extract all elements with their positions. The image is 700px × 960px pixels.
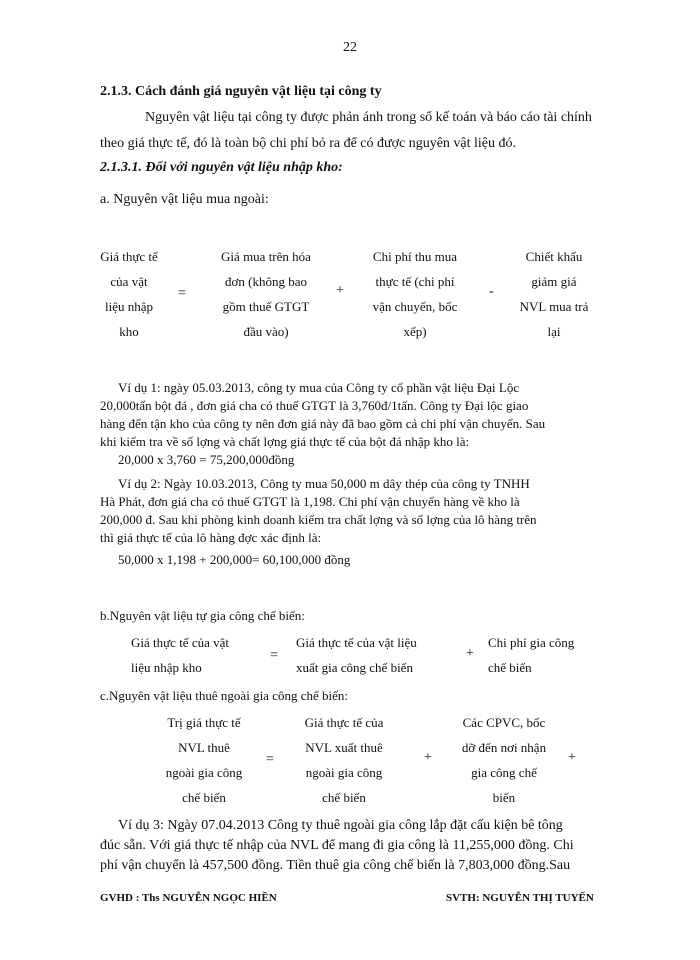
formula-a-term-2-line: đơn (không bao xyxy=(225,274,307,289)
formula-b-term-1 xyxy=(131,630,229,680)
formula-c-term-1 xyxy=(148,710,260,810)
formula-c-term-2-line: NVL xuất thuê xyxy=(305,740,383,755)
example-1-line-1: Ví dụ 1: ngày 05.03.2013, công ty mua của Công ty cổ phần vật liệu Đại Lộc xyxy=(118,380,520,395)
formula-c-term-2-line: ngoài gia công xyxy=(305,765,383,780)
example-1-line-2: 20,000tấn bột đá , đơn giá cha có thuế GTGT là 3,760đ/1tấn. Công ty Đại lộc giao xyxy=(100,398,529,413)
example-2-line-1: Ví dụ 2: Ngày 10.03.2013, Công ty mua 50,000 m dây thép của công ty TNHH xyxy=(118,476,530,491)
intro-line-2: theo giá thực tế, đó là toàn bộ chi phí bỏ ra để có được nguyên vật liệu đó. xyxy=(100,136,517,151)
formula-c-op-equals: = xyxy=(266,752,274,767)
formula-a-term-1-line: Giá thực tế xyxy=(100,249,158,264)
formula-a-term-2-line: gồm thuế GTGT xyxy=(222,299,310,314)
formula-c-term-2-line: Giá thực tế của xyxy=(304,715,384,730)
formula-b-term-1-line: Giá thực tế của vật xyxy=(131,635,230,650)
formula-a-term-1-line: kho xyxy=(119,324,139,339)
formula-b-term-2 xyxy=(296,630,417,680)
formula-a-op-plus: + xyxy=(336,283,344,298)
formula-a-term-1-line: của vật xyxy=(110,274,148,289)
formula-b-op-plus: + xyxy=(466,646,474,661)
part-c-label: c.Nguyên vật liệu thuê ngoài gia công chế biến: xyxy=(100,688,349,703)
example-3-line-3: phí vận chuyển là 457,500 đồng. Tiền thuê gia công chế biến là 7,803,000 đồng.Sau xyxy=(100,858,571,873)
footer-supervisor: GVHD : Ths NGUYỄN NGỌC HIỀN xyxy=(100,892,277,904)
example-1-line-4: khi kiểm tra về số lợng và chất lợng giá thực tế của bột đá nhập kho là: xyxy=(100,434,470,449)
example-3-line-1: Ví dụ 3: Ngày 07.04.2013 Công ty thuê ngoài gia công lắp đặt cấu kiện bê tông xyxy=(118,818,563,833)
formula-c-term-2 xyxy=(288,710,400,810)
example-2-line-3: 200,000 đ. Sau khi phòng kinh doanh kiểm tra chất lợng và số lợng của lô hàng trên xyxy=(100,512,537,527)
example-2-line-2: Hà Phát, đơn giá cha có thuế GTGT là 1,198. Chi phí vận chuyển hàng về kho là xyxy=(100,494,520,509)
page-number: 22 xyxy=(343,40,357,55)
formula-c-term-3 xyxy=(442,710,566,810)
formula-c-term-3-line: Các CPVC, bốc xyxy=(462,715,546,730)
formula-a-term-3 xyxy=(353,244,477,344)
formula-c-term-1-line: chế biến xyxy=(182,790,226,805)
formula-a-term-2-line: Giá mua trên hóa xyxy=(221,249,311,264)
formula-b-term-2-line: xuất gia công chế biến xyxy=(296,660,413,675)
example-2-line-4: thì giá thực tế của lô hàng đợc xác định là: xyxy=(100,530,322,545)
formula-a-term-3-line: xếp) xyxy=(403,324,427,339)
example-2-calc: 50,000 x 1,198 + 200,000= 60,100,000 đồng xyxy=(118,552,351,567)
subheading: 2.1.3.1. Đối với nguyên vật liệu nhập kho: xyxy=(100,160,343,175)
formula-a-term-3-line: Chi phí thu mua xyxy=(372,249,458,264)
part-a-label: a. Nguyên vật liệu mua ngoài: xyxy=(100,192,269,207)
intro-line-1: Nguyên vật liệu tại công ty được phản ánh trong sổ kế toán và báo cáo tài chính xyxy=(145,110,592,125)
formula-c-term-1-line: NVL thuê xyxy=(178,740,230,755)
formula-a-term-2 xyxy=(203,244,329,344)
formula-a-term-4-line: NVL mua trả xyxy=(519,299,589,314)
formula-c-term-3-line: dỡ đến nơi nhận xyxy=(461,740,547,755)
formula-c-term-3-line: gia công chế xyxy=(471,765,537,780)
formula-a-term-3-line: thực tế (chi phí xyxy=(375,274,455,289)
formula-c-op-plus-1: + xyxy=(424,750,432,765)
formula-a-term-4-line: giảm giá xyxy=(531,274,577,289)
formula-a-term-3-line: vận chuyển, bốc xyxy=(372,299,458,314)
formula-b-term-3 xyxy=(488,630,574,680)
formula-c-op-plus-2: + xyxy=(568,750,576,765)
section-heading: 2.1.3. Cách đánh giá nguyên vật liệu tại công ty xyxy=(100,84,382,99)
formula-a-term-4-line: lại xyxy=(547,324,561,339)
formula-a-term-1-line: liệu nhập xyxy=(104,299,153,314)
formula-b-term-2-line: Giá thực tế của vật liệu xyxy=(296,635,417,650)
formula-a-term-1 xyxy=(80,244,178,344)
formula-a-term-2-line: đầu vào) xyxy=(243,324,289,339)
formula-c-term-3-line: biến xyxy=(492,790,516,805)
formula-a-term-4 xyxy=(502,244,606,344)
example-1-line-3: hàng đến tận kho của công ty nên đơn giá này đã bao gồm cả chi phí vận chuyển. Sau xyxy=(100,416,546,431)
formula-c-term-2-line: chế biến xyxy=(322,790,366,805)
formula-a-term-4-line: Chiết khấu xyxy=(525,249,583,264)
formula-c-term-1-line: ngoài gia công xyxy=(165,765,243,780)
formula-b-op-equals: = xyxy=(270,648,278,663)
formula-c-term-1-line: Trị giá thực tế xyxy=(167,715,241,730)
example-3-line-2: đúc sẵn. Với giá thực tế nhập của NVL để mang đi gia công là 11,255,000 đồng. Chi xyxy=(100,838,574,853)
formula-b-term-1-line: liệu nhập kho xyxy=(131,660,202,675)
formula-a-op-minus: - xyxy=(489,284,494,299)
footer-student: SVTH: NGUYỄN THỊ TUYẾN xyxy=(446,892,594,904)
example-1-calc: 20,000 x 3,760 = 75,200,000đồng xyxy=(118,452,295,467)
formula-b-term-3-line: chế biến xyxy=(488,660,532,675)
formula-b-term-3-line: Chi phí gia công xyxy=(488,635,575,650)
formula-a-op-equals: = xyxy=(178,286,186,301)
part-b-label: b.Nguyên vật liệu tự gia công chế biến: xyxy=(100,608,305,623)
